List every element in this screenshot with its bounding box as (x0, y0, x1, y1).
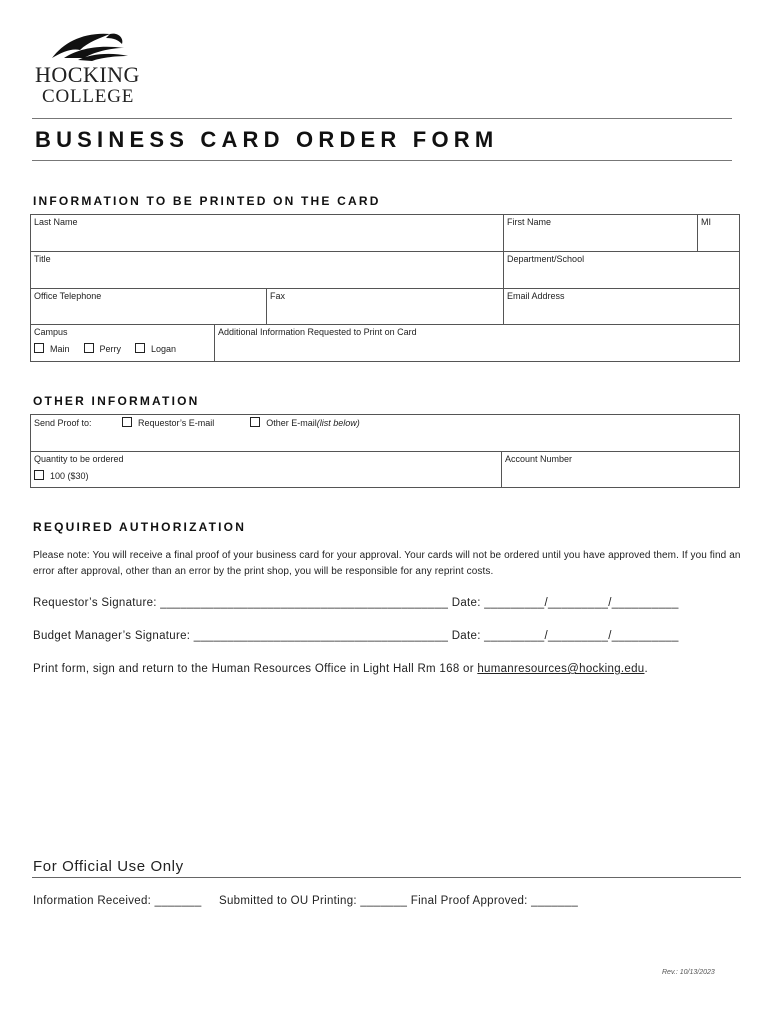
quantity-option-100-label: 100 ($30) (50, 471, 89, 481)
title-bottom-rule (32, 160, 732, 161)
department-field[interactable] (504, 252, 740, 289)
mi-field[interactable] (698, 215, 740, 252)
office-telephone-field[interactable] (31, 289, 267, 325)
return-instructions-text: Print form, sign and return to the Human Resources Office in Light Hall Rm 168 or (33, 663, 478, 675)
campus-label: Campus (34, 327, 68, 337)
title-label: Title (34, 254, 51, 264)
email-label: Email Address (507, 291, 565, 301)
section-heading-authorization: REQUIRED AUTHORIZATION (33, 520, 247, 534)
send-proof-other-note: (list below) (316, 418, 360, 428)
send-proof-requestor-option[interactable] (122, 417, 214, 428)
return-instructions-end: . (644, 663, 648, 675)
card-info-table (30, 214, 740, 362)
official-use-heading: For Official Use Only (33, 858, 184, 875)
title-top-rule (32, 118, 732, 119)
form-title: BUSINESS CARD ORDER FORM (35, 127, 499, 152)
send-proof-requestor-label: Requestor’s E-mail (138, 418, 215, 428)
budget-manager-signature-line[interactable]: Budget Manager’s Signature: ______________________________________ Date: _________/_________/__________ (33, 630, 679, 642)
quantity-option-100[interactable] (34, 470, 89, 481)
official-use-fields: Information Received: _______ Submitted to OU Printing: _______ Final Proof Approved: _______ (33, 895, 579, 907)
quantity-label: Quantity to be ordered (34, 454, 124, 464)
title-field[interactable] (31, 252, 504, 289)
send-proof-other-label: Other E-mail (266, 418, 317, 428)
checkbox-icon[interactable] (34, 470, 44, 480)
campus-option-logan[interactable] (135, 343, 176, 354)
hr-email-link[interactable]: humanresources@hocking.edu (477, 663, 645, 675)
campus-option-main-label: Main (50, 344, 70, 354)
hocking-college-logo-icon (50, 28, 130, 62)
campus-option-main[interactable] (34, 343, 70, 354)
mi-label: MI (701, 217, 712, 227)
revision-date: Rev.: 10/13/2023 (662, 969, 715, 976)
send-proof-field (31, 415, 740, 452)
send-proof-label: Send Proof to: (34, 418, 92, 428)
last-name-label: Last Name (34, 217, 78, 227)
return-instructions (33, 663, 648, 675)
official-use-rule (32, 877, 741, 878)
campus-option-logan-label: Logan (151, 344, 177, 354)
account-number-field[interactable] (502, 452, 740, 488)
quantity-field (31, 452, 502, 488)
section-heading-card-info: INFORMATION TO BE PRINTED ON THE CARD (33, 194, 381, 208)
additional-info-label: Additional Information Requested to Print on Card (218, 327, 417, 337)
logo-text-college: COLLEGE (42, 86, 135, 107)
send-proof-other-option[interactable] (250, 417, 360, 428)
first-name-field[interactable] (504, 215, 698, 252)
checkbox-icon[interactable] (135, 343, 145, 353)
last-name-field[interactable] (31, 215, 504, 252)
checkbox-icon[interactable] (250, 417, 260, 427)
section-heading-other-info: OTHER INFORMATION (33, 394, 200, 408)
checkbox-icon[interactable] (84, 343, 94, 353)
requestor-signature-line[interactable]: Requestor’s Signature: ___________________________________________ Date: _________/_________/__________ (33, 597, 679, 609)
first-name-label: First Name (507, 217, 552, 227)
department-label: Department/School (507, 254, 585, 264)
additional-info-field[interactable] (215, 325, 740, 362)
logo-text-hocking: HOCKING (35, 62, 140, 87)
account-number-label: Account Number (505, 454, 573, 464)
approval-note: Please note: You will receive a final proof of your business card for your approval. Your cards will not be ordered until you have approved them. If you find an error after approval, other than an error by the print shop, you will be responsible for any reprint costs. (33, 550, 741, 577)
checkbox-icon[interactable] (122, 417, 132, 427)
campus-option-perry[interactable] (84, 343, 122, 354)
other-info-table (30, 414, 740, 488)
fax-label: Fax (270, 291, 286, 301)
campus-option-perry-label: Perry (99, 344, 122, 354)
office-telephone-label: Office Telephone (34, 291, 102, 301)
fax-field[interactable] (267, 289, 504, 325)
campus-field (31, 325, 215, 362)
checkbox-icon[interactable] (34, 343, 44, 353)
email-field[interactable] (504, 289, 740, 325)
